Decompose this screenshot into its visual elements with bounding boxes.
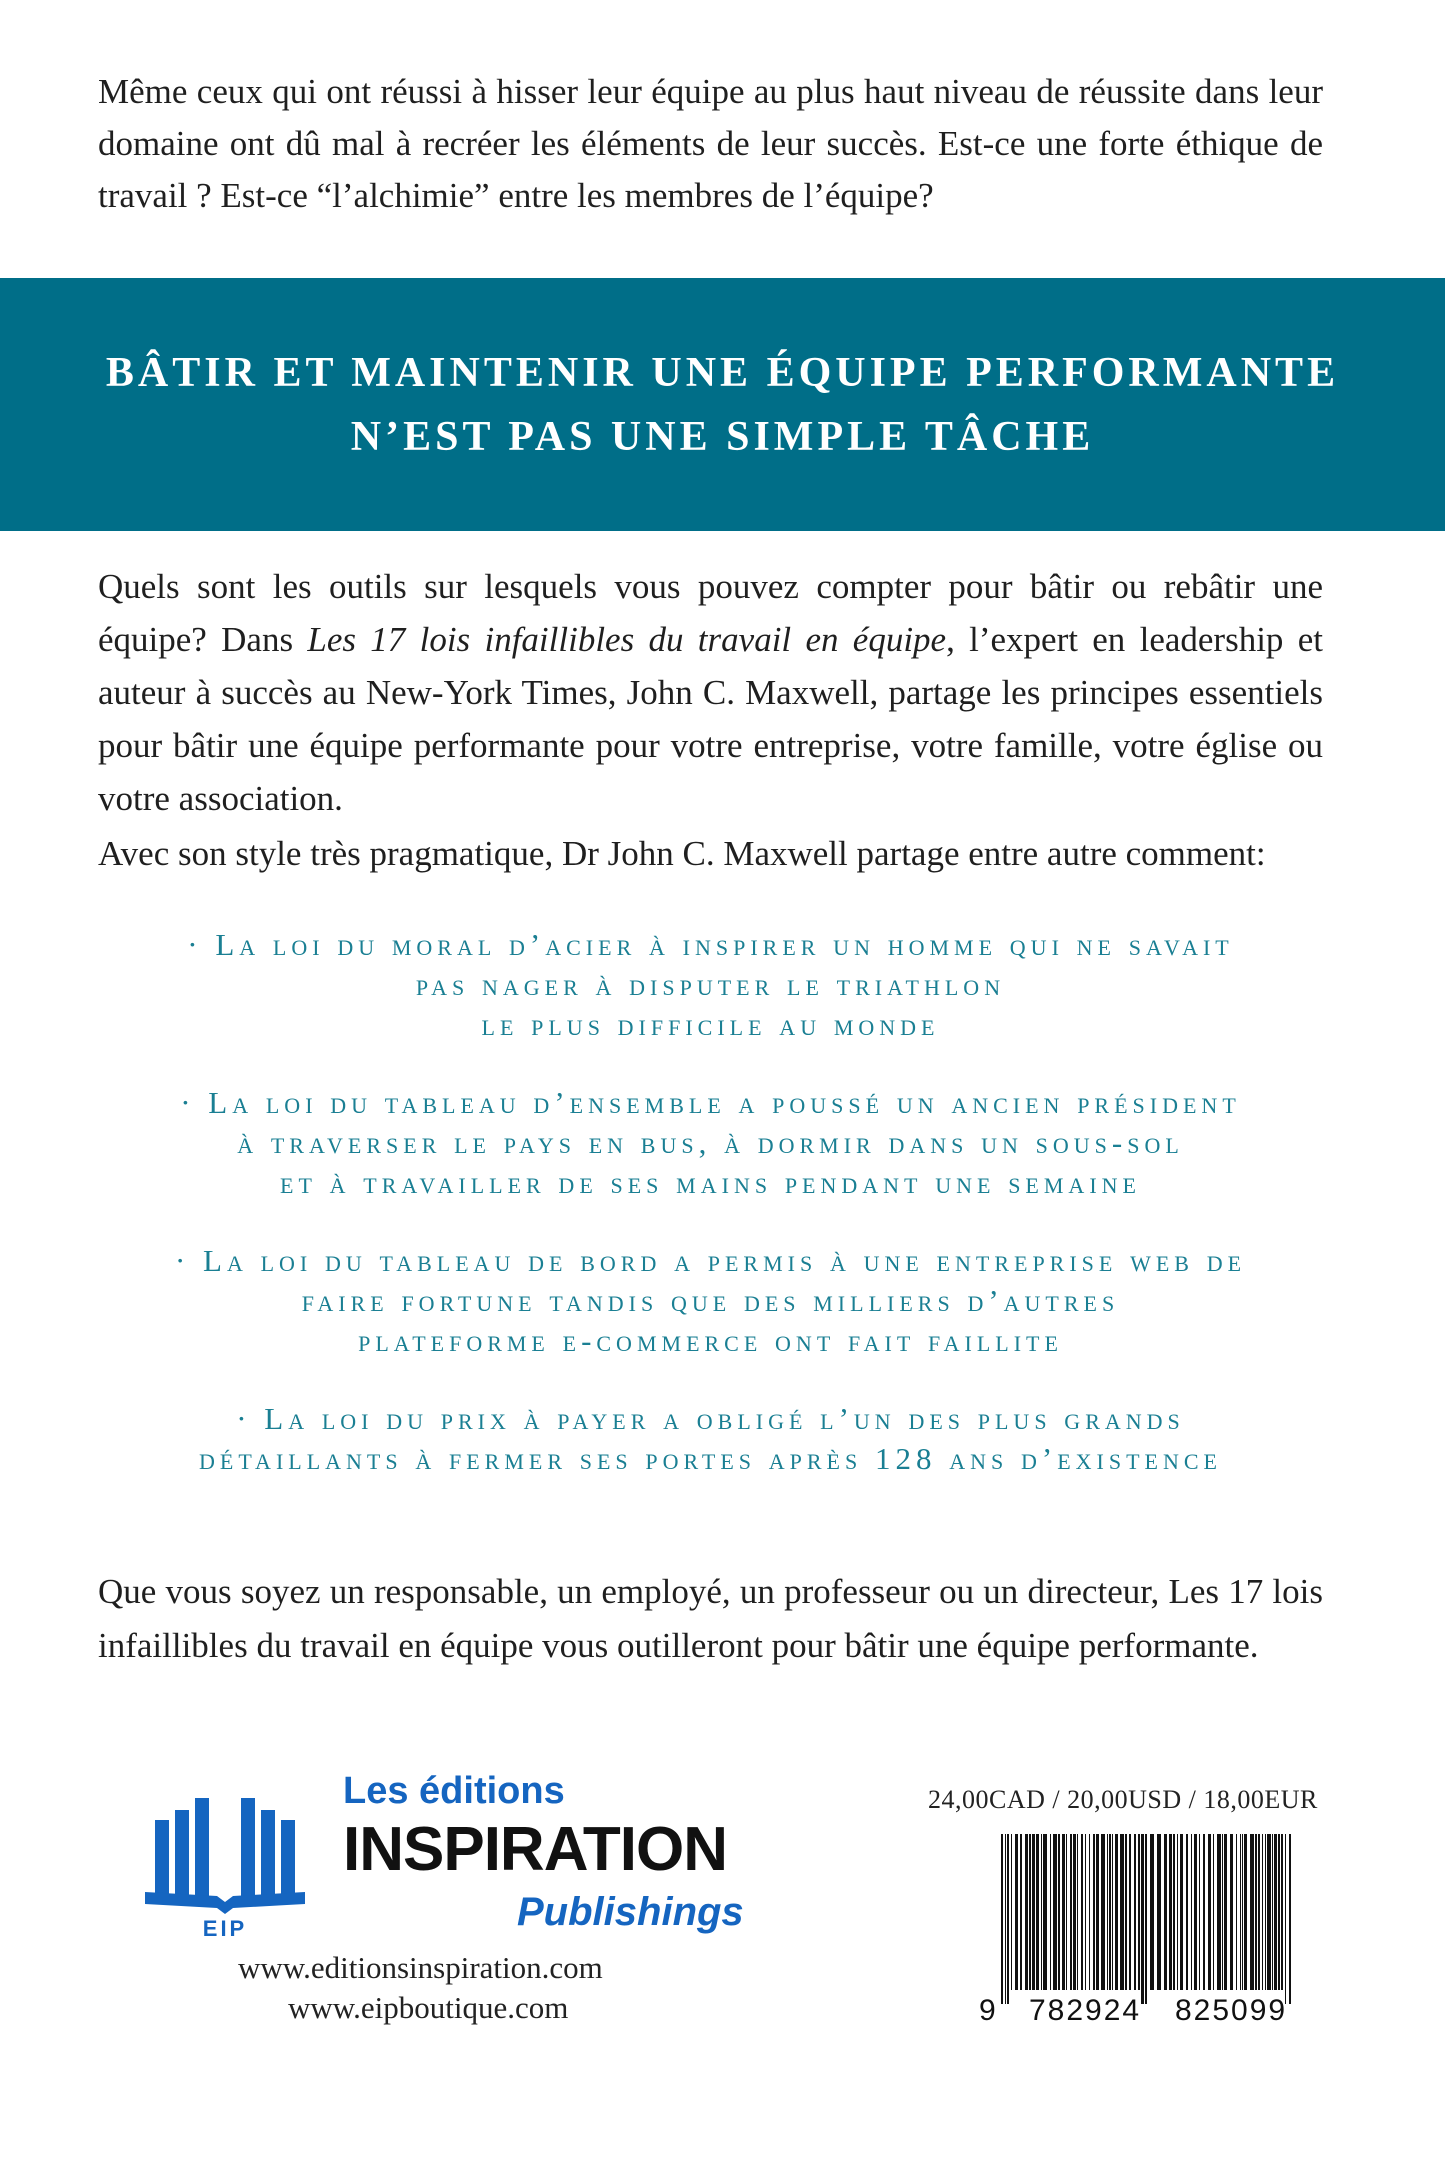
barcode-bar: [1107, 1834, 1108, 1990]
barcode-bar: [1053, 1834, 1057, 1990]
barcode-bar: [1240, 1834, 1241, 1990]
barcode-bar: [1043, 1834, 1047, 1990]
banner-line-1: BÂTIR ET MAINTENIR UNE ÉQUIPE PERFORMANTE: [105, 349, 1340, 396]
barcode-bar: [1115, 1834, 1118, 1990]
barcode-bar: [1180, 1834, 1183, 1990]
barcode-bar: [1150, 1834, 1154, 1990]
barcode-bar: [1041, 1834, 1042, 1990]
barcode-bar: [1217, 1834, 1221, 1990]
barcode-bar: [1281, 1834, 1283, 1990]
barcode-bar: [1138, 1834, 1140, 1990]
eip-initials: EIP: [202, 1916, 248, 1940]
barcode-bar: [1050, 1834, 1051, 1990]
barcode-bar: [1278, 1834, 1280, 1990]
barcode-bar: [1058, 1834, 1060, 1990]
barcode-digit-group: 782924: [1029, 1994, 1142, 2027]
law-line: · La loi du prix à payer a obligé l’un des plus grands: [236, 1401, 1185, 1436]
barcode-bar: [1194, 1834, 1197, 1990]
barcode-bar: [1258, 1834, 1260, 1990]
law-line: · La loi du tableau de bord a permis à une entreprise web de: [174, 1243, 1247, 1278]
law-item: [98, 1241, 1323, 1361]
barcode-bar: [1112, 1834, 1113, 1990]
barcode-bar: [1145, 1834, 1147, 2004]
barcode-bar: [1011, 1834, 1012, 1990]
barcode-bar: [1029, 1834, 1031, 1990]
barcode-bar: [1141, 1834, 1144, 2004]
barcode-bar: [1242, 1834, 1243, 1990]
website-link-1[interactable]: www.editionsinspiration.com: [238, 1950, 603, 1985]
barcode-bar: [1081, 1834, 1083, 1990]
laws-list: [98, 925, 1323, 1517]
law-item: [98, 1399, 1323, 1479]
barcode-bar: [1191, 1834, 1192, 1990]
barcode-bar: [1077, 1834, 1078, 1990]
barcode-bar: [1213, 1834, 1214, 1990]
barcode-bar: [1025, 1834, 1028, 1990]
barcode-bar: [1208, 1834, 1211, 1990]
publisher-name-line-2: INSPIRATION: [343, 1815, 727, 1884]
barcode-bar: [1001, 1834, 1003, 2004]
barcode-bar: [1199, 1834, 1200, 1990]
barcode-bar: [1274, 1834, 1277, 1990]
barcode-bar: [1230, 1834, 1233, 1990]
law-item: [98, 925, 1323, 1045]
barcode-bar: [1289, 1834, 1291, 2004]
barcode-bar: [1070, 1834, 1072, 1990]
barcode-bar: [1244, 1834, 1247, 1990]
main-paragraph-end: , l’expert en leadership et auteur à succès au New-York Times, John C. Maxwell, partage les principes essentiels pour bâtir une équipe performante pour votre entreprise, votre famille, votre église ou votre association.: [98, 620, 1323, 818]
law-line: à traverser le pays en bus, à dormir dans un sous-sol: [237, 1125, 1184, 1160]
barcode-bar: [1186, 1834, 1188, 1990]
law-line: faire fortune tandis que des milliers d’autres: [301, 1283, 1120, 1318]
barcode-bar: [1032, 1834, 1035, 1990]
law-line: et à travailler de ses mains pendant une semaine: [280, 1165, 1141, 1200]
barcode-bar: [1036, 1834, 1039, 1990]
barcode-bar: [1096, 1834, 1099, 1990]
barcode-bar: [1203, 1834, 1205, 1990]
barcode-icon: [965, 1828, 1325, 2028]
law-item: [98, 1083, 1323, 1203]
open-book-icon: [145, 1780, 305, 1940]
barcode-bar: [1125, 1834, 1127, 1990]
barcode-bar: [1120, 1834, 1124, 1990]
barcode-bar: [1285, 1834, 1286, 2004]
barcode-bar: [1255, 1834, 1257, 1990]
barcode-bar: [1169, 1834, 1172, 1990]
barcode-bar: [1224, 1834, 1227, 1990]
barcode-bar: [1007, 1834, 1009, 2004]
main-paragraph-start: Quels sont les outils sur lesquels vous pouvez compter pour bâtir ou rebâtir une équipe? Dans: [98, 567, 1323, 659]
law-line: · La loi du tableau d’ensemble a poussé un ancien président: [180, 1085, 1241, 1120]
barcode-bar: [1129, 1834, 1131, 1990]
law-line: détaillants à fermer ses portes après 128 ans d’existence: [199, 1441, 1222, 1476]
barcode-bar: [1272, 1834, 1273, 1990]
main-paragraph: [98, 560, 1323, 825]
barcode-bar: [1250, 1834, 1254, 1990]
barcode-bar: [1089, 1834, 1090, 1990]
barcode-digit-group: 825099: [1175, 1994, 1288, 2027]
barcode-bar: [1177, 1834, 1178, 1990]
barcode-bar: [1015, 1834, 1018, 1990]
law-line: · La loi du moral d’acier à inspirer un homme qui ne savait: [187, 927, 1234, 962]
barcode-bar: [1062, 1834, 1065, 1990]
barcode-bar: [1073, 1834, 1076, 1990]
avec-paragraph: Avec son style très pragmatique, Dr John C. Maxwell partage entre autre comment:: [98, 834, 1266, 873]
barcode-bar: [1262, 1834, 1263, 1990]
barcode-bar: [1236, 1834, 1237, 1990]
barcode-bar: [1085, 1834, 1086, 1990]
barcode-bar: [1173, 1834, 1175, 1990]
barcode-bar: [1265, 1834, 1266, 1990]
publisher-name-line-1: Les éditions: [343, 1770, 565, 1812]
barcode-bar: [1066, 1834, 1067, 1990]
barcode-bar: [1267, 1834, 1271, 1990]
law-line: plateforme e-commerce ont fait faillite: [358, 1323, 1063, 1358]
conclusion-paragraph: Que vous soyez un responsable, un employé, un professeur ou un directeur, Les 17 lois infaillibles du travail en équipe vous outilleront pour bâtir une équipe performante.: [98, 1572, 1323, 1665]
barcode-bar: [1222, 1834, 1223, 1990]
barcode-bar: [1164, 1834, 1167, 1990]
book-title: Les 17 lois infaillibles du travail en équipe: [307, 620, 947, 659]
law-line: le plus difficile au monde: [481, 1007, 940, 1042]
barcode-bar: [1101, 1834, 1105, 1990]
barcode-bar: [1005, 1834, 1006, 2004]
barcode-bar: [1157, 1834, 1161, 1990]
intro-paragraph: Même ceux qui ont réussi à hisser leur équipe au plus haut niveau de réussite dans leur domaine ont dû mal à recréer les éléments de leur succès. Est-ce une forte éthique de travail ? Est-ce “l’alchimie” entre les membres de l’équipe?: [98, 72, 1323, 215]
headline-banner: [0, 278, 1445, 531]
barcode-bar: [1093, 1834, 1095, 1990]
barcode-bar: [1020, 1834, 1022, 1990]
website-link-2[interactable]: www.eipboutique.com: [288, 1990, 569, 2025]
banner-line-2: N’EST PAS UNE SIMPLE TÂCHE: [350, 413, 1095, 460]
barcode-digit-group: 9: [979, 1994, 996, 2027]
barcode-bar: [1109, 1834, 1111, 1990]
price-label: 24,00CAD / 20,00USD / 18,00EUR: [928, 1785, 1318, 1814]
publisher-name-line-3: Publishings: [517, 1890, 744, 1934]
barcode-bar: [1134, 1834, 1136, 1990]
law-line: pas nager à disputer le triathlon: [415, 967, 1006, 1002]
